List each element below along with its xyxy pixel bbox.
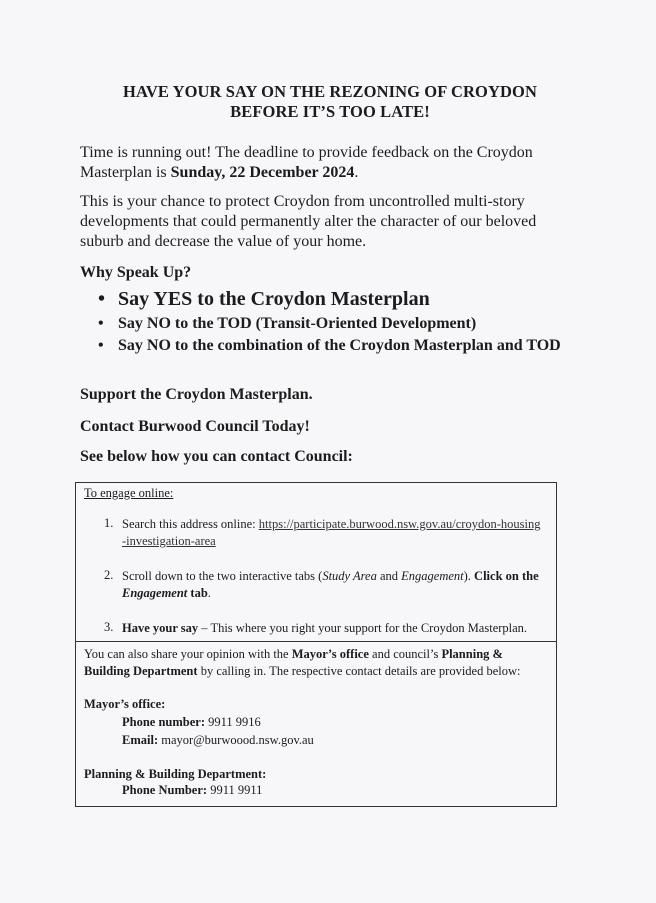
- step-2: [122, 568, 542, 602]
- intro-text: Time is running out! The deadline to provide feedback on the Croydon Masterplan is: [80, 144, 533, 181]
- mayor-phone: [122, 714, 261, 731]
- box-divider: [76, 641, 556, 642]
- chance-paragraph: This is your chance to protect Croydon from uncontrolled multi-story developments that could permanently alter the character of our beloved suburb and decrease the value of your home.: [80, 193, 537, 250]
- mayor-phone-number[interactable]: 9911 9916: [208, 715, 261, 729]
- step-1-number: 1.: [104, 516, 114, 530]
- have-your-say-label: Have your say: [122, 621, 199, 635]
- title-line-2: BEFORE IT’S TOO LATE!: [230, 102, 430, 121]
- intro-paragraph: [80, 143, 580, 183]
- planning-phone-number[interactable]: 9911 9911: [210, 783, 263, 797]
- deadline-date: Sunday, 22 December 2024: [170, 164, 355, 181]
- bullet-no-combination: • Say NO to the combination of the Croydon Masterplan and TOD: [98, 337, 568, 355]
- study-area-tab-name: Study Area: [322, 569, 377, 583]
- step-1-text: Search this address online:: [122, 517, 259, 531]
- step-2-tab: tab: [187, 586, 208, 600]
- mayors-office-mention: Mayor’s office: [291, 647, 369, 661]
- planning-heading: Planning & Building Department:: [84, 767, 267, 781]
- offline-intro-end: by calling in. The respective contact details are provided below:: [197, 664, 521, 678]
- step-2-and: and: [376, 569, 402, 583]
- planning-phone: [122, 782, 262, 799]
- bullet-list: [98, 286, 568, 355]
- step-3-text: – This where you right your support for the Croydon Masterplan.: [198, 621, 528, 635]
- offline-intro-and: and council’s: [368, 647, 442, 661]
- step-3: [122, 620, 542, 637]
- engagement-tab-name: Engagement: [401, 569, 464, 583]
- bullet-no-tod: • Say NO to the TOD (Transit-Oriented Development): [98, 314, 568, 334]
- mayor-email-address[interactable]: mayor@burwoood.nsw.gov.au: [161, 733, 314, 747]
- planning-department-mention: Planning & Building Department: [84, 647, 503, 678]
- offline-intro: [84, 646, 546, 680]
- contact-line: Contact Burwood Council Today!: [80, 418, 310, 435]
- step-2-close: ).: [463, 569, 475, 583]
- flyer-title: [60, 82, 600, 122]
- participate-link[interactable]: https://participate.burwood.nsw.gov.au/croydon-housing-investigation-area: [122, 517, 541, 548]
- step-2-click-on: Click on the: [474, 569, 539, 583]
- intro-period: .: [354, 164, 359, 181]
- contact-box: [75, 482, 557, 807]
- step-3-number: 3.: [104, 620, 114, 634]
- why-heading: Why Speak Up?: [80, 264, 192, 281]
- support-line: Support the Croydon Masterplan.: [80, 386, 313, 403]
- step-2-number: 2.: [104, 568, 114, 582]
- step-1: [122, 516, 542, 550]
- step-2-engagement-bold: Engagement: [122, 586, 188, 600]
- mayor-email: [122, 732, 314, 749]
- online-heading: To engage online:: [84, 486, 174, 500]
- step-2-text: Scroll down to the two interactive tabs (: [122, 569, 323, 583]
- mayor-email-label: Email:: [122, 733, 159, 747]
- step-2-period: .: [207, 586, 211, 600]
- title-line-1: HAVE YOUR SAY ON THE REZONING OF CROYDON: [123, 82, 537, 101]
- see-below-line: See below how you can contact Council:: [80, 448, 353, 465]
- bullet-yes-masterplan: • Say YES to the Croydon Masterplan: [98, 286, 568, 312]
- mayor-heading: Mayor’s office:: [84, 697, 166, 711]
- mayor-phone-label: Phone number:: [122, 715, 205, 729]
- offline-intro-text: You can also share your opinion with the: [84, 647, 292, 661]
- planning-phone-label: Phone Number:: [122, 783, 208, 797]
